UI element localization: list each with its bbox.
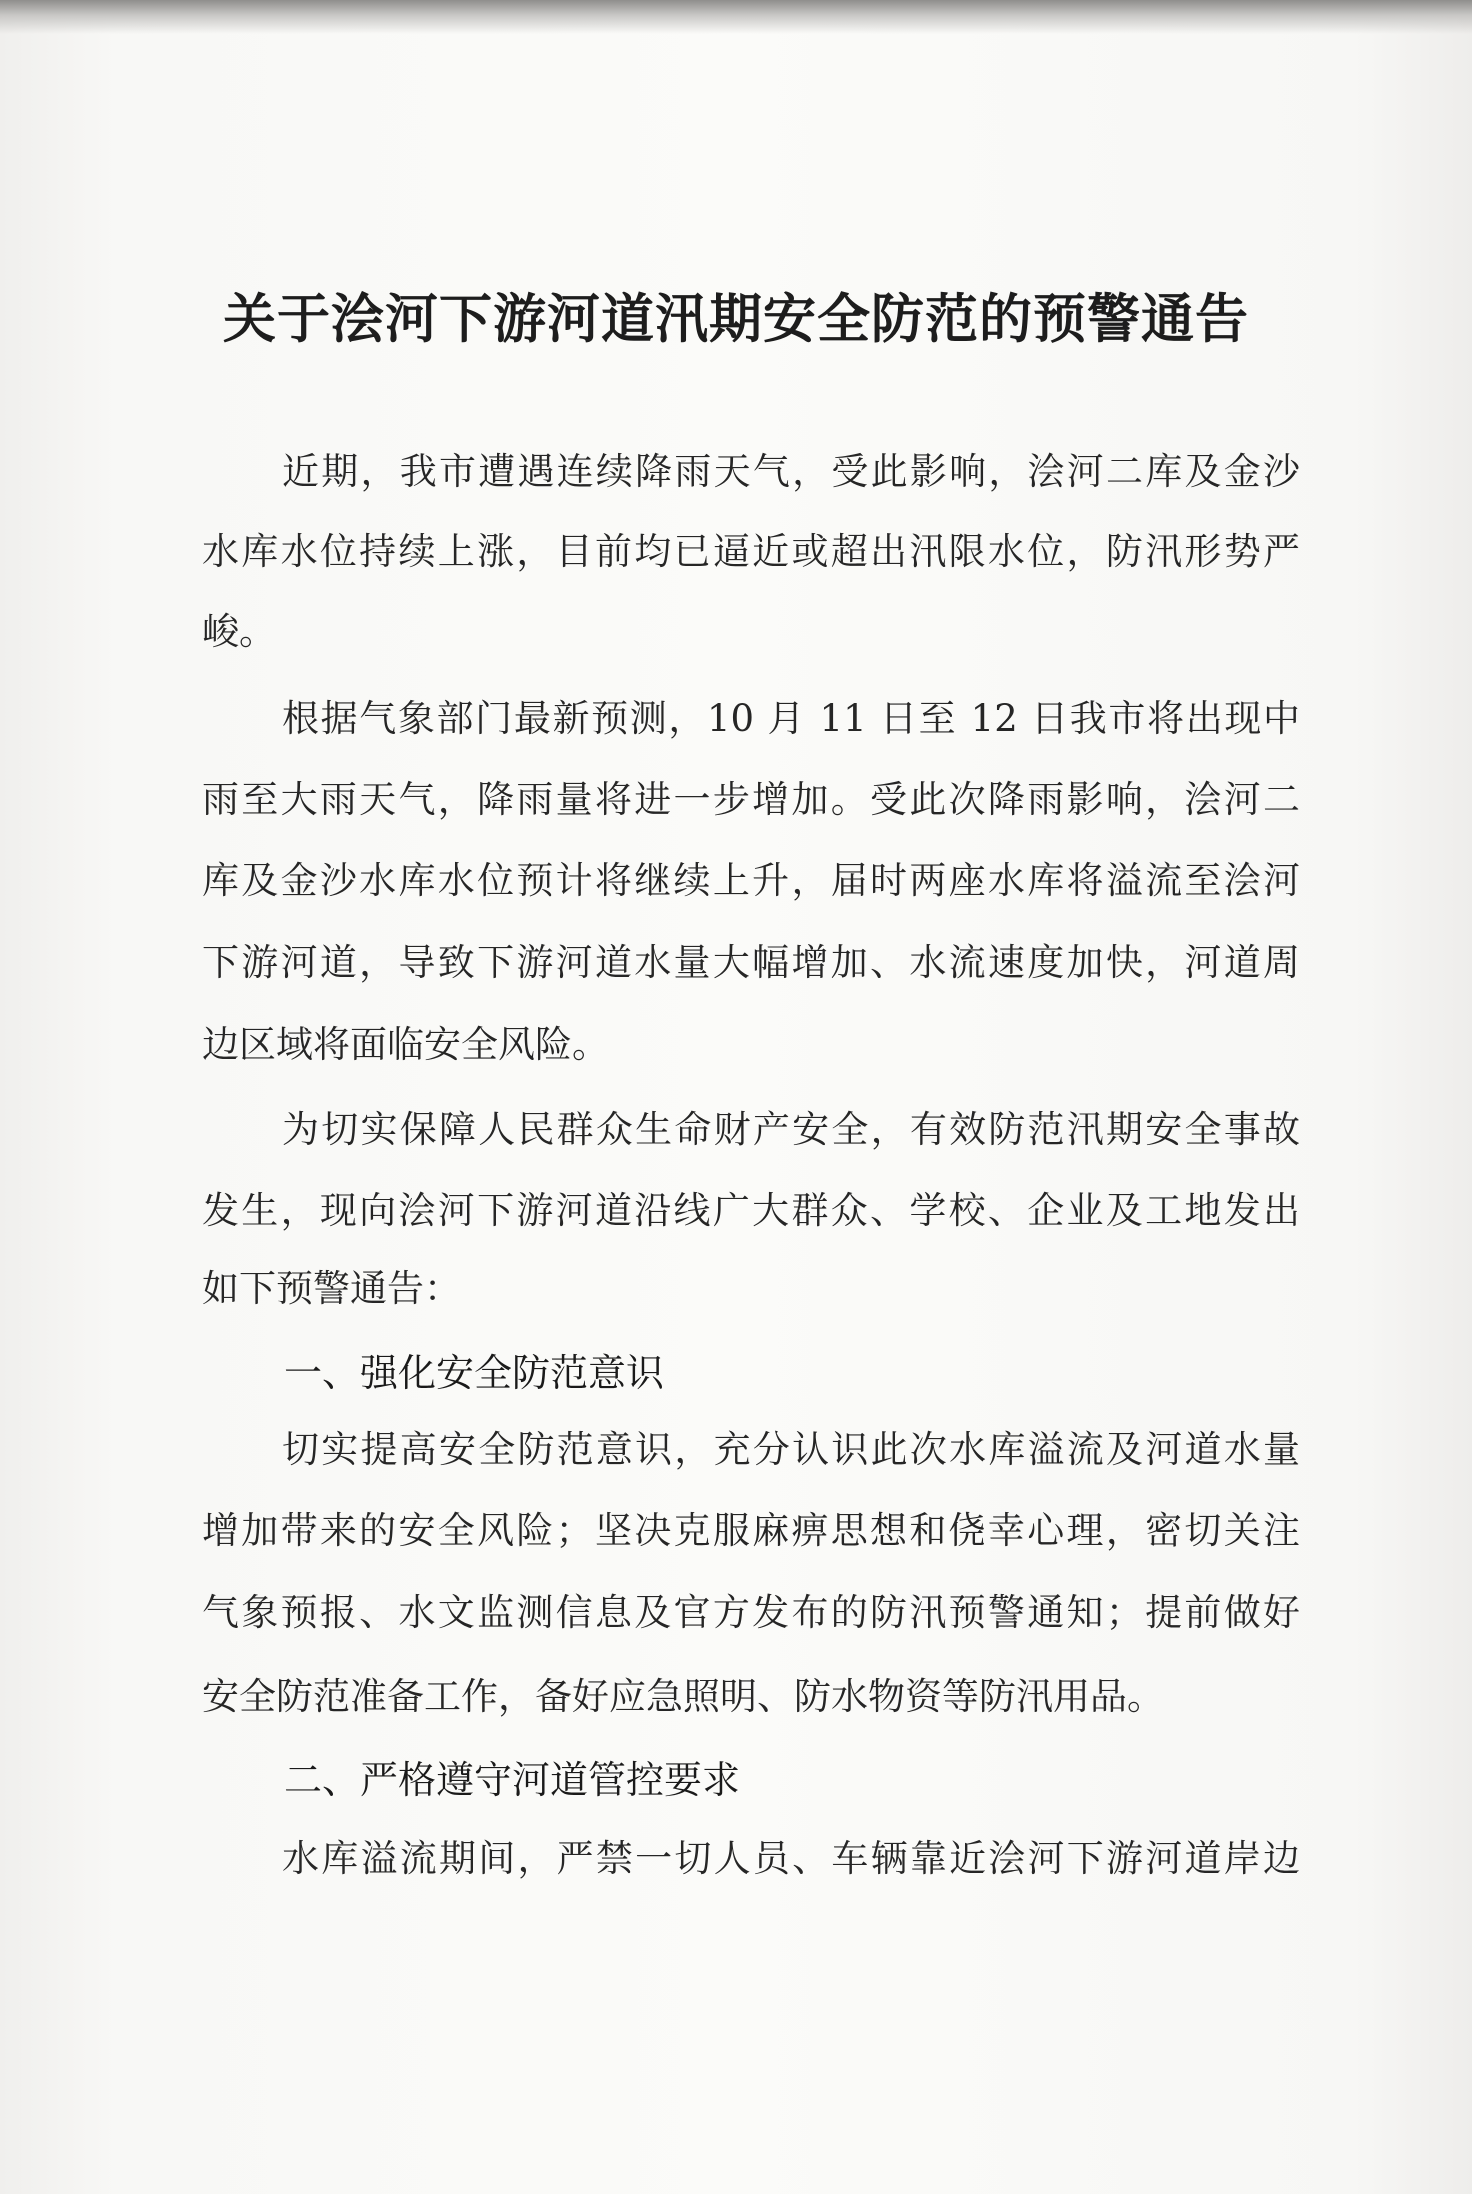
paragraph-2-line-4: 下游河道，导致下游河道水量大幅增加、水流速度加快，河道周 [202, 941, 1300, 984]
section-1-line-4: 安全防范准备工作，备好应急照明、防水物资等防汛用品。 [202, 1675, 1164, 1718]
paragraph-1-line-1: 近期，我市遭遇连续降雨天气，受此影响，浍河二库及金沙 [282, 450, 1300, 493]
section-2-line-1: 水库溢流期间，严禁一切人员、车辆靠近浍河下游河道岸边 [282, 1837, 1300, 1880]
paragraph-2-line-3: 库及金沙水库水位预计将继续上升，届时两座水库将溢流至浍河 [202, 859, 1300, 902]
paragraph-1-line-3: 峻。 [202, 610, 276, 653]
page-top-edge-shadow [0, 0, 1472, 34]
paragraph-3-line-1: 为切实保障人民群众生命财产安全，有效防范汛期安全事故 [282, 1108, 1300, 1151]
section-1-line-1: 切实提高安全防范意识，充分认识此次水库溢流及河道水量 [282, 1428, 1300, 1471]
paragraph-3-line-2: 发生，现向浍河下游河道沿线广大群众、学校、企业及工地发出 [202, 1189, 1300, 1232]
notice-title: 关于浍河下游河道汛期安全防范的预警通告 [223, 288, 1249, 350]
section-1-line-3: 气象预报、水文监测信息及官方发布的防汛预警通知；提前做好 [202, 1591, 1300, 1634]
section-1-line-2: 增加带来的安全风险；坚决克服麻痹思想和侥幸心理，密切关注 [202, 1509, 1300, 1552]
paragraph-2-line-2: 雨至大雨天气，降雨量将进一步增加。受此次降雨影响，浍河二 [202, 778, 1300, 821]
section-2-heading: 二、严格遵守河道管控要求 [284, 1758, 741, 1802]
paragraph-2-line-1: 根据气象部门最新预测，10 月 11 日至 12 日我市将出现中 [282, 697, 1300, 740]
paragraph-3-line-3: 如下预警通告： [202, 1267, 461, 1310]
paragraph-2-line-5: 边区域将面临安全风险。 [202, 1023, 609, 1066]
section-1-heading: 一、强化安全防范意识 [284, 1351, 665, 1395]
paragraph-1-line-2: 水库水位持续上涨，目前均已逼近或超出汛限水位，防汛形势严 [202, 530, 1300, 573]
